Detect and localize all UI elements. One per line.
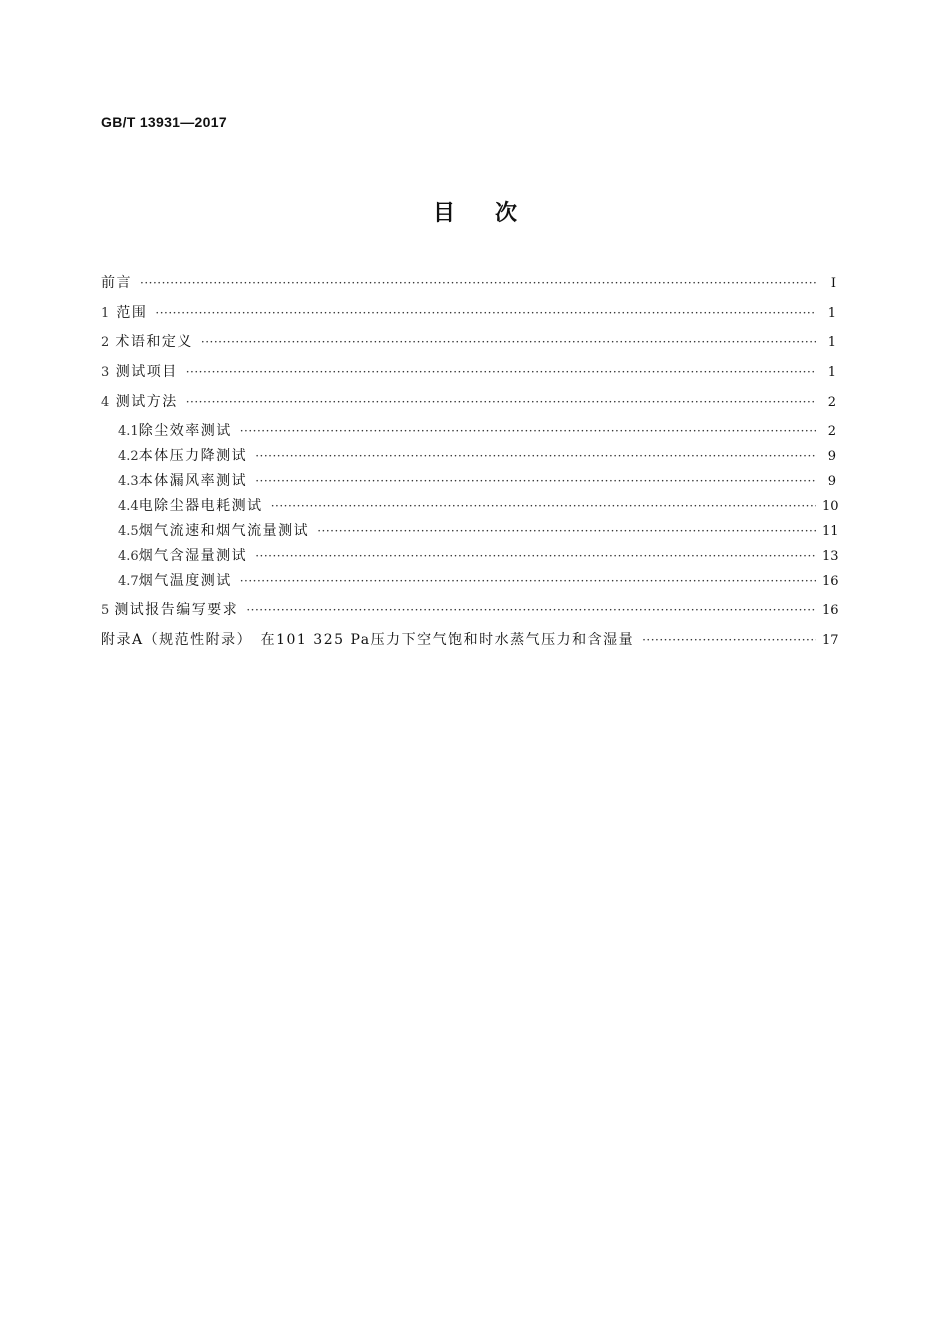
toc-entry-3[interactable] [101,361,836,383]
toc-entry-title: 附录A（规范性附录） 在101 325 Pa压力下空气饱和时水蒸气压力和含湿量 [101,632,635,648]
toc-entry-title: 烟气流速和烟气流量测试 [138,523,310,539]
toc-leader [271,495,816,517]
page-title: 目次 [432,201,557,226]
toc-entry-4-5[interactable] [118,520,839,542]
toc-entry-number: 4.5 [118,524,139,539]
toc-leader [140,272,816,294]
toc-entry-number: 5 [101,603,110,618]
toc-entry-title: 烟气含湿量测试 [138,548,248,564]
toc-leader [642,629,816,651]
toc-entry-number: 3 [101,365,110,380]
toc-entry-title: 本体压力降测试 [138,448,248,464]
toc-leader [246,599,816,621]
toc-entry-title: 本体漏风率测试 [138,473,248,489]
toc-entry-number: 4.1 [118,424,139,439]
toc-entry-number: 4.6 [118,549,139,564]
toc-entry-number: 4 [101,395,110,410]
toc-entry-4[interactable] [101,391,836,413]
toc-entry-page: 1 [827,365,836,380]
toc-entry-page: 13 [822,549,839,564]
toc-entry-appendix-a[interactable] [101,629,839,651]
toc-entry-title: 测试报告编写要求 [114,602,239,618]
toc-entry-title: 范围 [116,305,148,321]
toc-entry-title: 术语和定义 [115,334,193,350]
toc-leader [186,391,816,413]
toc-entry-number: 2 [101,335,110,350]
toc-entry-title: 烟气温度测试 [138,573,232,589]
toc-entry-page: 9 [827,474,836,489]
toc-entry-page: 17 [822,633,839,648]
toc-leader [186,361,816,383]
toc-entry-page: 10 [822,499,839,514]
toc-entry-page: 2 [827,424,836,439]
toc-entry-page: 1 [827,335,836,350]
toc-entry-5[interactable] [101,599,839,621]
toc-entry-title: 测试项目 [115,364,178,380]
toc-entry-page: 2 [827,395,836,410]
toc-entry-4-6[interactable] [118,545,839,567]
toc-entry-4-3[interactable] [118,470,836,492]
toc-leader [255,545,816,567]
toc-entry-number: 4.3 [118,474,139,489]
toc-entry-page: 9 [827,449,836,464]
toc-entry-title: 测试方法 [115,394,178,410]
toc-leader [255,470,816,492]
toc-entry-title: 前言 [101,275,132,291]
toc-entry-4-7[interactable] [118,570,839,592]
toc-entry-4-1[interactable] [118,420,836,442]
toc-entry-page: Ⅰ [830,276,836,291]
toc-leader [240,570,816,592]
toc-leader [255,445,816,467]
toc-entry-number: 4.4 [118,499,139,514]
toc-entry-number: 4.7 [118,574,139,589]
toc-entry-4-4[interactable] [118,495,839,517]
toc-entry-page: 11 [822,524,839,539]
standard-code: GB/T 13931—2017 [101,114,227,130]
toc-leader [155,302,816,324]
toc-leader [317,520,816,542]
toc-entry-title: 电除尘器电耗测试 [138,498,263,514]
toc-entry-number: 4.2 [118,449,139,464]
toc-entry-4-2[interactable] [118,445,836,467]
toc-entry-preface[interactable] [101,272,836,294]
toc-leader [240,420,816,442]
toc-entry-number: 1 [101,306,110,321]
toc-entry-page: 16 [822,603,839,618]
toc-entry-page: 16 [822,574,839,589]
toc-entry-2[interactable] [101,331,836,353]
toc-leader [201,331,816,353]
toc-entry-1[interactable] [101,302,836,324]
toc-entry-page: 1 [827,306,836,321]
toc-entry-title: 除尘效率测试 [138,423,232,439]
